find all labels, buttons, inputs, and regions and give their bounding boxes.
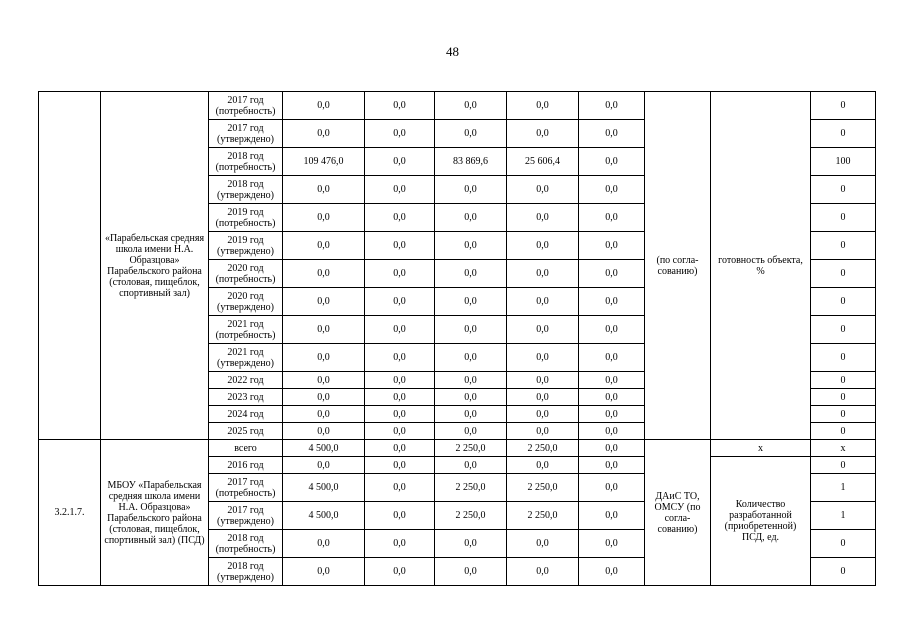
amount-reg: 0,0	[435, 457, 507, 474]
amount-other: 0,0	[579, 440, 645, 457]
amount-total: 0,0	[283, 176, 365, 204]
indicator-value: 0	[811, 372, 876, 389]
amount-reg: 0,0	[435, 558, 507, 586]
year-cell: 2020 год (потребность)	[209, 260, 283, 288]
amount-reg: 0,0	[435, 530, 507, 558]
amount-total: 109 476,0	[283, 148, 365, 176]
indicator-value: 0	[811, 423, 876, 440]
indicator-value: х	[811, 440, 876, 457]
amount-fed: 0,0	[365, 558, 435, 586]
indicator-value: 0	[811, 389, 876, 406]
amount-loc: 0,0	[507, 558, 579, 586]
amount-fed: 0,0	[365, 406, 435, 423]
amount-loc: 0,0	[507, 288, 579, 316]
page-number: 48	[446, 44, 459, 59]
item-code: 3.2.1.7.	[39, 440, 101, 586]
indicator-value: 1	[811, 502, 876, 530]
amount-other: 0,0	[579, 92, 645, 120]
amount-other: 0,0	[579, 457, 645, 474]
amount-fed: 0,0	[365, 176, 435, 204]
amount-fed: 0,0	[365, 372, 435, 389]
year-cell: 2022 год	[209, 372, 283, 389]
amount-total: 4 500,0	[283, 474, 365, 502]
indicator-value: 0	[811, 457, 876, 474]
amount-other: 0,0	[579, 316, 645, 344]
amount-loc: 2 250,0	[507, 440, 579, 457]
amount-other: 0,0	[579, 372, 645, 389]
indicator-value: 0	[811, 92, 876, 120]
table-row	[39, 92, 876, 120]
amount-fed: 0,0	[365, 92, 435, 120]
amount-loc: 0,0	[507, 457, 579, 474]
amount-fed: 0,0	[365, 204, 435, 232]
amount-loc: 2 250,0	[507, 502, 579, 530]
amount-loc: 0,0	[507, 260, 579, 288]
amount-fed: 0,0	[365, 502, 435, 530]
year-cell: 2018 год (потребность)	[209, 530, 283, 558]
amount-loc: 0,0	[507, 530, 579, 558]
amount-reg: 2 250,0	[435, 474, 507, 502]
amount-total: 0,0	[283, 389, 365, 406]
indicator-value: 0	[811, 558, 876, 586]
responsible-cell: ДАиС ТО, ОМСУ (по согла-сованию)	[645, 440, 711, 586]
amount-reg: 2 250,0	[435, 440, 507, 457]
year-cell: всего	[209, 440, 283, 457]
amount-other: 0,0	[579, 530, 645, 558]
year-cell: 2024 год	[209, 406, 283, 423]
indicator-value: 0	[811, 316, 876, 344]
amount-other: 0,0	[579, 176, 645, 204]
year-cell: 2019 год (потребность)	[209, 204, 283, 232]
amount-fed: 0,0	[365, 530, 435, 558]
responsible-cell: (по согла-сованию)	[645, 92, 711, 440]
amount-other: 0,0	[579, 558, 645, 586]
amount-reg: 0,0	[435, 344, 507, 372]
amount-fed: 0,0	[365, 260, 435, 288]
amount-fed: 0,0	[365, 148, 435, 176]
amount-fed: 0,0	[365, 474, 435, 502]
amount-other: 0,0	[579, 148, 645, 176]
amount-reg: 0,0	[435, 204, 507, 232]
amount-other: 0,0	[579, 260, 645, 288]
year-cell: 2018 год (потребность)	[209, 148, 283, 176]
amount-fed: 0,0	[365, 344, 435, 372]
amount-loc: 0,0	[507, 232, 579, 260]
indicator-value: 0	[811, 232, 876, 260]
amount-other: 0,0	[579, 389, 645, 406]
amount-loc: 0,0	[507, 316, 579, 344]
amount-total: 4 500,0	[283, 440, 365, 457]
item-name: «Парабельская средняя школа имени Н.А. Образцова» Парабельского района (столовая, пищеблок, спортивный зал)	[101, 92, 209, 440]
indicator-value: 100	[811, 148, 876, 176]
amount-fed: 0,0	[365, 120, 435, 148]
indicator-x: х	[711, 440, 811, 457]
amount-loc: 0,0	[507, 372, 579, 389]
amount-other: 0,0	[579, 288, 645, 316]
indicator-value: 0	[811, 260, 876, 288]
budget-table	[38, 91, 876, 586]
year-cell: 2016 год	[209, 457, 283, 474]
indicator-name: Количество разработанной (приобретенной) ПСД, ед.	[711, 457, 811, 586]
year-cell: 2020 год (утверждено)	[209, 288, 283, 316]
item-code	[39, 92, 101, 440]
amount-fed: 0,0	[365, 440, 435, 457]
amount-reg: 83 869,6	[435, 148, 507, 176]
amount-total: 0,0	[283, 558, 365, 586]
year-cell: 2017 год (потребность)	[209, 474, 283, 502]
amount-reg: 0,0	[435, 316, 507, 344]
item-name: МБОУ «Парабельская средняя школа имени Н.А. Образцова» Парабельского района (столовая, пищеблок, спортивный зал) (ПСД)	[101, 440, 209, 586]
amount-total: 0,0	[283, 260, 365, 288]
amount-fed: 0,0	[365, 389, 435, 406]
amount-fed: 0,0	[365, 232, 435, 260]
amount-reg: 0,0	[435, 92, 507, 120]
amount-reg: 0,0	[435, 260, 507, 288]
indicator-value: 0	[811, 344, 876, 372]
amount-other: 0,0	[579, 120, 645, 148]
amount-total: 0,0	[283, 423, 365, 440]
amount-fed: 0,0	[365, 316, 435, 344]
year-cell: 2023 год	[209, 389, 283, 406]
amount-fed: 0,0	[365, 423, 435, 440]
indicator-value: 0	[811, 530, 876, 558]
indicator-name: готовность объекта, %	[711, 92, 811, 440]
amount-reg: 0,0	[435, 120, 507, 148]
amount-total: 0,0	[283, 457, 365, 474]
amount-total: 0,0	[283, 406, 365, 423]
indicator-value: 0	[811, 176, 876, 204]
amount-loc: 25 606,4	[507, 148, 579, 176]
amount-loc: 0,0	[507, 92, 579, 120]
year-cell: 2017 год (утверждено)	[209, 120, 283, 148]
table-row	[39, 440, 876, 457]
amount-reg: 0,0	[435, 406, 507, 423]
indicator-value: 1	[811, 474, 876, 502]
amount-total: 0,0	[283, 372, 365, 389]
amount-loc: 0,0	[507, 389, 579, 406]
amount-other: 0,0	[579, 232, 645, 260]
amount-other: 0,0	[579, 474, 645, 502]
amount-total: 0,0	[283, 316, 365, 344]
amount-fed: 0,0	[365, 288, 435, 316]
amount-other: 0,0	[579, 204, 645, 232]
amount-reg: 0,0	[435, 288, 507, 316]
indicator-value: 0	[811, 288, 876, 316]
amount-total: 0,0	[283, 530, 365, 558]
amount-other: 0,0	[579, 406, 645, 423]
amount-total: 4 500,0	[283, 502, 365, 530]
amount-fed: 0,0	[365, 457, 435, 474]
amount-loc: 0,0	[507, 120, 579, 148]
amount-reg: 0,0	[435, 232, 507, 260]
amount-loc: 0,0	[507, 204, 579, 232]
year-cell: 2021 год (потребность)	[209, 316, 283, 344]
amount-total: 0,0	[283, 120, 365, 148]
year-cell: 2018 год (утверждено)	[209, 558, 283, 586]
year-cell: 2021 год (утверждено)	[209, 344, 283, 372]
amount-reg: 2 250,0	[435, 502, 507, 530]
year-cell: 2018 год (утверждено)	[209, 176, 283, 204]
indicator-value: 0	[811, 204, 876, 232]
year-cell: 2017 год (потребность)	[209, 92, 283, 120]
amount-other: 0,0	[579, 502, 645, 530]
amount-total: 0,0	[283, 288, 365, 316]
amount-reg: 0,0	[435, 389, 507, 406]
amount-total: 0,0	[283, 92, 365, 120]
amount-loc: 0,0	[507, 406, 579, 423]
amount-loc: 0,0	[507, 423, 579, 440]
amount-other: 0,0	[579, 344, 645, 372]
year-cell: 2019 год (утверждено)	[209, 232, 283, 260]
indicator-value: 0	[811, 120, 876, 148]
year-cell: 2025 год	[209, 423, 283, 440]
amount-loc: 0,0	[507, 344, 579, 372]
amount-loc: 0,0	[507, 176, 579, 204]
amount-loc: 2 250,0	[507, 474, 579, 502]
amount-total: 0,0	[283, 204, 365, 232]
indicator-value: 0	[811, 406, 876, 423]
amount-total: 0,0	[283, 232, 365, 260]
amount-total: 0,0	[283, 344, 365, 372]
amount-reg: 0,0	[435, 372, 507, 389]
amount-other: 0,0	[579, 423, 645, 440]
amount-reg: 0,0	[435, 176, 507, 204]
amount-reg: 0,0	[435, 423, 507, 440]
year-cell: 2017 год (утверждено)	[209, 502, 283, 530]
